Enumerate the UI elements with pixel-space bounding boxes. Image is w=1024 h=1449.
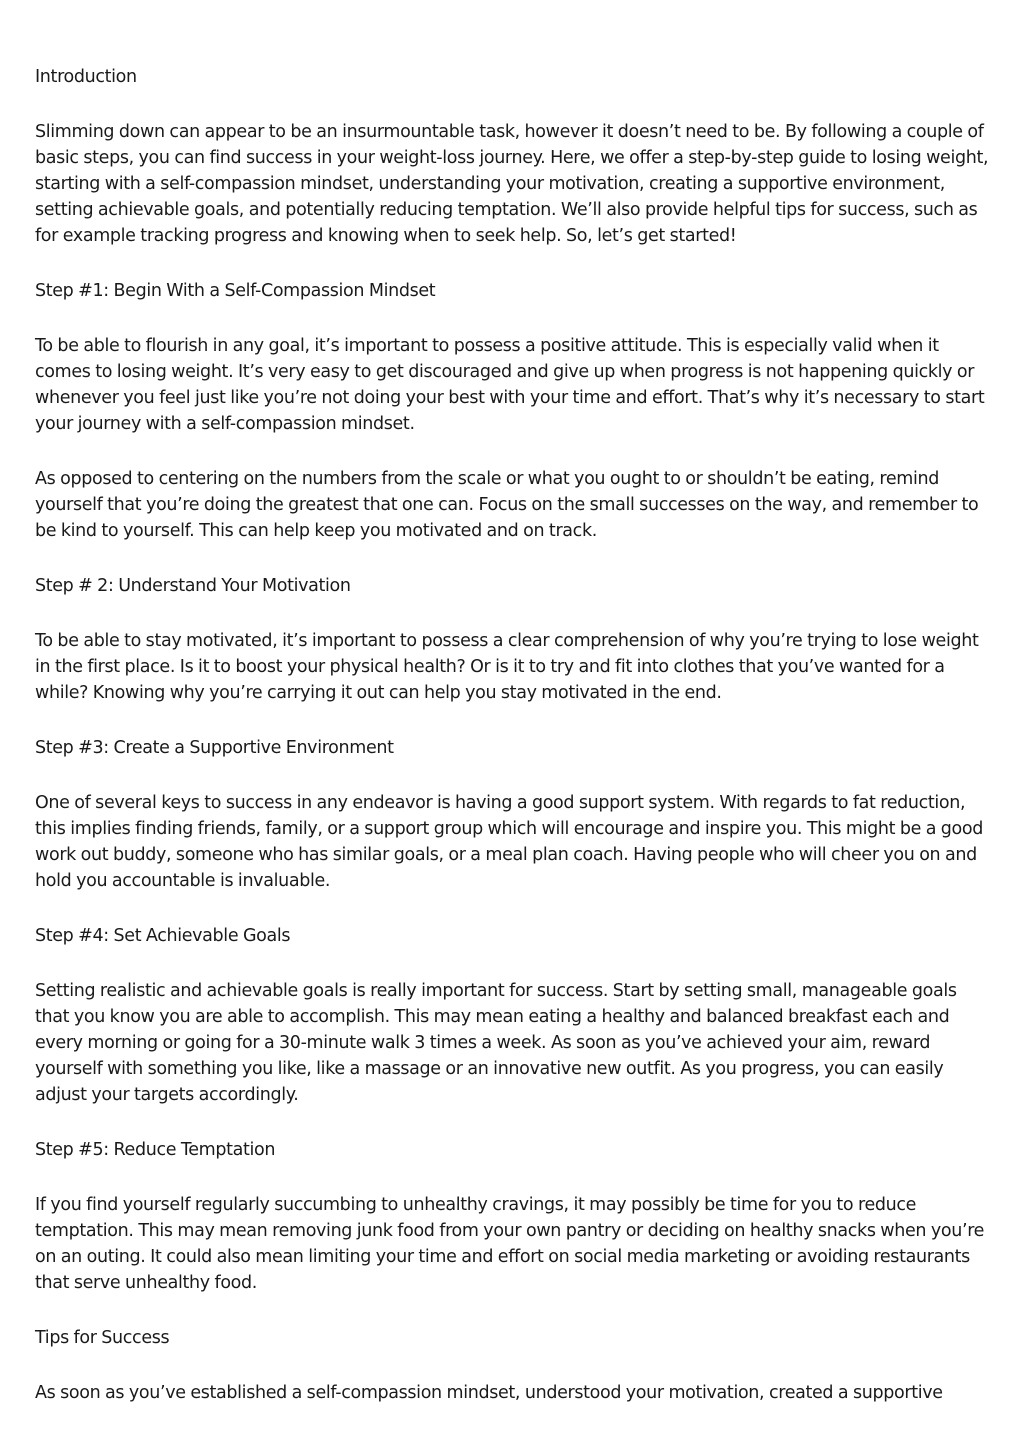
paragraph-tips: As soon as you’ve established a self-compassion mindset, understood your motivation, created a supportive [35, 1383, 943, 1403]
document-body [35, 64, 993, 1435]
section-heading-step-2: Step # 2: Understand Your Motivation [35, 576, 351, 596]
section-heading-tips: Tips for Success [35, 1328, 170, 1348]
section-heading-step-1: Step #1: Begin With a Self-Compassion Mindset [35, 281, 436, 301]
section-heading-step-4: Step #4: Set Achievable Goals [35, 926, 291, 946]
paragraph-step-1-b: As opposed to centering on the numbers from the scale or what you ought to or shouldn’t be eating, remind yourself that you’re doing the greatest that one can. Focus on the small successes on the way, and remember to be kind to yourself. This can help keep you motivated and on track. [35, 469, 979, 541]
section-heading-step-3: Step #3: Create a Supportive Environment [35, 738, 394, 758]
paragraph-step-1-a: To be able to flourish in any goal, it’s important to possess a positive attitude. This is especially valid when it comes to losing weight. It’s very easy to get discouraged and give up when progress is not happening quickly or whenever you feel just like you’re not doing your best with your time and effort. That’s why it’s necessary to start your journey with a self-compassion mindset. [35, 336, 985, 434]
paragraph-step-5: If you find yourself regularly succumbing to unhealthy cravings, it may possibly be time for you to reduce temptation. This may mean removing junk food from your own pantry or deciding on healthy snacks when you’re on an outing. It could also mean limiting your time and effort on social media marketing or avoiding restaurants that serve unhealthy food. [35, 1195, 985, 1293]
paragraph-step-2: To be able to stay motivated, it’s important to possess a clear comprehension of why you’re trying to lose weight in the first place. Is it to boost your physical health? Or is it to try and fit into clothes that you’ve wanted for a while? Knowing why you’re carrying it out can help you stay motivated in the end. [35, 631, 979, 703]
paragraph-step-3: One of several keys to success in any endeavor is having a good support system. With regards to fat reduction, this implies finding friends, family, or a support group which will encourage and inspire you. This might be a good work out buddy, someone who has similar goals, or a meal plan coach. Having people who will cheer you on and hold you accountable is invaluable. [35, 793, 984, 891]
paragraph-introduction: Slimming down can appear to be an insurmountable task, however it doesn’t need to be. By following a couple of basic steps, you can find success in your weight-loss journey. Here, we offer a step-by-step guide to losing weight, starting with a self-compassion mindset, understanding your motivation, creating a supportive environment, setting achievable goals, and potentially reducing temptation. We’ll also provide helpful tips for success, such as for example tracking progress and knowing when to seek help. So, let’s get started! [35, 122, 989, 246]
section-heading-introduction: Introduction [35, 67, 137, 87]
section-heading-step-5: Step #5: Reduce Temptation [35, 1140, 276, 1160]
paragraph-step-4: Setting realistic and achievable goals is really important for success. Start by setting small, manageable goals that you know you are able to accomplish. This may mean eating a healthy and balanced breakfast each and every morning or going for a 30-minute walk 3 times a week. As soon as you’ve achieved your aim, reward yourself with something you like, like a massage or an innovative new outfit. As you progress, you can easily adjust your targets accordingly. [35, 981, 957, 1105]
